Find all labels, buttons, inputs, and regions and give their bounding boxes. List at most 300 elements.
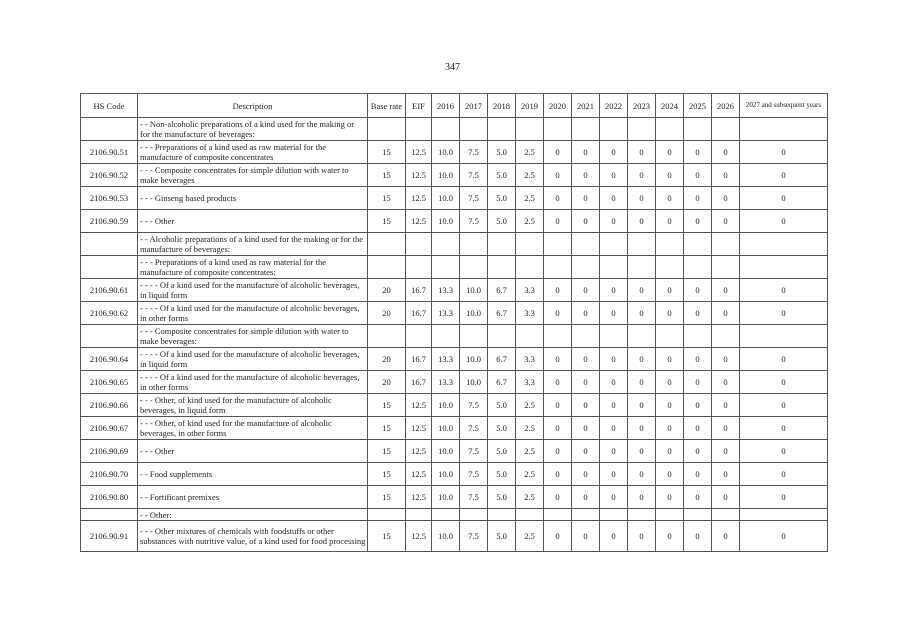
column-header: 2025	[684, 94, 712, 118]
rate-cell: 0	[544, 302, 572, 325]
rate-cell: 0	[684, 210, 712, 233]
column-header: 2019	[516, 94, 544, 118]
rate-cell: 0	[684, 486, 712, 509]
description-cell: - - - - Of a kind used for the manufacture of alcoholic beverages, in other forms	[138, 371, 368, 394]
rate-cell	[516, 509, 544, 521]
rate-cell	[712, 325, 740, 348]
rate-cell	[406, 509, 432, 521]
table-body	[81, 118, 828, 552]
rate-cell: 0	[600, 164, 628, 187]
rate-cell: 3.3	[516, 371, 544, 394]
rate-cell: 0	[712, 463, 740, 486]
rate-cell: 7.5	[460, 141, 488, 164]
rate-cell	[684, 325, 712, 348]
rate-cell: 0	[600, 463, 628, 486]
rate-cell: 12.5	[406, 164, 432, 187]
rate-cell: 0	[684, 440, 712, 463]
rate-cell: 0	[656, 187, 684, 210]
hs-code-cell: 2106.90.53	[81, 187, 138, 210]
rate-cell: 0	[656, 348, 684, 371]
rate-cell: 2.5	[516, 394, 544, 417]
rate-cell: 10.0	[432, 440, 460, 463]
rate-cell: 10.0	[460, 302, 488, 325]
rate-cell: 0	[544, 141, 572, 164]
rate-cell: 0	[544, 164, 572, 187]
table-row	[81, 279, 828, 302]
rate-cell: 0	[740, 164, 828, 187]
rate-cell: 16.7	[406, 348, 432, 371]
table-row	[81, 302, 828, 325]
rate-cell	[368, 118, 406, 141]
rate-cell: 0	[600, 302, 628, 325]
table-row	[81, 325, 828, 348]
column-header: 2024	[656, 94, 684, 118]
rate-cell	[656, 118, 684, 141]
rate-cell	[628, 509, 656, 521]
column-header: 2027 and subsequent years	[740, 94, 828, 118]
rate-cell: 15	[368, 521, 406, 552]
rate-cell: 0	[600, 394, 628, 417]
rate-cell: 16.7	[406, 371, 432, 394]
rate-cell: 7.5	[460, 440, 488, 463]
rate-cell: 0	[572, 371, 600, 394]
rate-cell: 5.0	[488, 210, 516, 233]
rate-cell: 10.0	[460, 371, 488, 394]
rate-cell: 5.0	[488, 486, 516, 509]
rate-cell: 0	[684, 371, 712, 394]
rate-cell: 6.7	[488, 348, 516, 371]
rate-cell	[432, 325, 460, 348]
column-header: Description	[138, 94, 368, 118]
description-cell: - - - Other	[138, 210, 368, 233]
rate-cell: 0	[712, 371, 740, 394]
table-row	[81, 371, 828, 394]
rate-cell: 0	[712, 302, 740, 325]
rate-cell: 0	[656, 141, 684, 164]
rate-cell: 0	[628, 164, 656, 187]
rate-cell: 0	[628, 521, 656, 552]
rate-cell	[572, 256, 600, 279]
column-header: EIF	[406, 94, 432, 118]
hs-code-cell: 2106.90.59	[81, 210, 138, 233]
rate-cell: 15	[368, 210, 406, 233]
rate-cell: 6.7	[488, 302, 516, 325]
rate-cell: 0	[544, 463, 572, 486]
column-header: 2018	[488, 94, 516, 118]
rate-cell	[684, 118, 712, 141]
table-row	[81, 348, 828, 371]
rate-cell: 12.5	[406, 521, 432, 552]
rate-cell	[740, 233, 828, 256]
rate-cell: 0	[740, 521, 828, 552]
rate-cell	[406, 325, 432, 348]
description-cell: - - - - Of a kind used for the manufacture of alcoholic beverages, in liquid form	[138, 348, 368, 371]
rate-cell	[368, 233, 406, 256]
rate-cell: 0	[740, 348, 828, 371]
rate-cell: 0	[600, 486, 628, 509]
rate-cell: 0	[572, 417, 600, 440]
description-cell: - - Non-alcoholic preparations of a kind used for the making or for the manufacture of beverages:	[138, 118, 368, 141]
rate-cell: 15	[368, 440, 406, 463]
rate-cell: 0	[628, 141, 656, 164]
rate-cell: 0	[740, 210, 828, 233]
description-cell: - - - - Of a kind used for the manufacture of alcoholic beverages, in other forms	[138, 302, 368, 325]
rate-cell	[516, 325, 544, 348]
column-header: HS Code	[81, 94, 138, 118]
rate-cell	[572, 118, 600, 141]
rate-cell	[572, 509, 600, 521]
table-row	[81, 417, 828, 440]
table-row	[81, 233, 828, 256]
rate-cell	[544, 325, 572, 348]
rate-cell: 0	[572, 394, 600, 417]
rate-cell	[460, 233, 488, 256]
rate-cell	[572, 233, 600, 256]
description-cell: - - - Other, of kind used for the manufacture of alcoholic beverages, in liquid form	[138, 394, 368, 417]
page-number: 347	[445, 62, 460, 73]
rate-cell: 0	[600, 210, 628, 233]
rate-cell: 0	[740, 141, 828, 164]
rate-cell: 0	[712, 521, 740, 552]
rate-cell	[656, 509, 684, 521]
rate-cell: 0	[656, 371, 684, 394]
rate-cell: 0	[656, 440, 684, 463]
rate-cell: 13.3	[432, 302, 460, 325]
rate-cell: 10.0	[432, 210, 460, 233]
rate-cell	[740, 118, 828, 141]
description-cell: - - Food supplements	[138, 463, 368, 486]
rate-cell: 0	[712, 141, 740, 164]
table-row	[81, 141, 828, 164]
rate-cell: 0	[628, 486, 656, 509]
rate-cell	[516, 256, 544, 279]
rate-cell: 12.5	[406, 141, 432, 164]
hs-code-cell: 2106.90.62	[81, 302, 138, 325]
rate-cell	[368, 509, 406, 521]
rate-cell: 0	[740, 394, 828, 417]
rate-cell: 2.5	[516, 417, 544, 440]
rate-cell: 0	[544, 394, 572, 417]
rate-cell	[628, 233, 656, 256]
table-row	[81, 486, 828, 509]
rate-cell	[600, 233, 628, 256]
rate-cell: 0	[740, 279, 828, 302]
rate-cell: 0	[684, 141, 712, 164]
rate-cell: 0	[572, 164, 600, 187]
rate-cell: 0	[712, 348, 740, 371]
description-cell: - - - Preparations of a kind used as raw material for the manufacture of composite concentrates:	[138, 256, 368, 279]
rate-cell: 0	[628, 187, 656, 210]
column-header: 2022	[600, 94, 628, 118]
rate-cell: 20	[368, 348, 406, 371]
rate-cell: 12.5	[406, 187, 432, 210]
rate-cell: 0	[656, 394, 684, 417]
rate-cell: 0	[600, 417, 628, 440]
hs-code-cell: 2106.90.64	[81, 348, 138, 371]
rate-cell	[460, 325, 488, 348]
rate-cell	[432, 256, 460, 279]
rate-cell	[368, 256, 406, 279]
rate-cell: 0	[656, 302, 684, 325]
rate-cell: 15	[368, 417, 406, 440]
table-row	[81, 187, 828, 210]
rate-cell: 5.0	[488, 463, 516, 486]
column-header: 2016	[432, 94, 460, 118]
table-header-row	[81, 94, 828, 118]
rate-cell	[740, 325, 828, 348]
rate-cell: 0	[572, 463, 600, 486]
hs-code-cell: 2106.90.70	[81, 463, 138, 486]
column-header: 2021	[572, 94, 600, 118]
column-header: 2017	[460, 94, 488, 118]
rate-cell	[740, 256, 828, 279]
rate-cell: 0	[712, 486, 740, 509]
rate-cell: 5.0	[488, 417, 516, 440]
rate-cell	[432, 509, 460, 521]
rate-cell: 13.3	[432, 371, 460, 394]
hs-code-cell	[81, 118, 138, 141]
rate-cell: 7.5	[460, 164, 488, 187]
rate-cell: 0	[544, 371, 572, 394]
description-cell: - - Other:	[138, 509, 368, 521]
rate-cell	[406, 233, 432, 256]
rate-cell: 0	[740, 371, 828, 394]
description-cell: - - Alcoholic preparations of a kind used for the making or for the manufacture of beverages:	[138, 233, 368, 256]
column-header: 2023	[628, 94, 656, 118]
rate-cell: 12.5	[406, 394, 432, 417]
rate-cell	[544, 118, 572, 141]
rate-cell: 0	[600, 371, 628, 394]
rate-cell: 0	[740, 440, 828, 463]
rate-cell: 0	[572, 210, 600, 233]
rate-cell	[628, 325, 656, 348]
rate-cell: 15	[368, 187, 406, 210]
rate-cell	[516, 233, 544, 256]
rate-cell: 0	[656, 210, 684, 233]
rate-cell: 0	[684, 279, 712, 302]
rate-cell: 0	[628, 440, 656, 463]
rate-cell: 2.5	[516, 187, 544, 210]
hs-code-cell: 2106.90.65	[81, 371, 138, 394]
rate-cell: 10.0	[432, 164, 460, 187]
rate-cell: 20	[368, 279, 406, 302]
rate-cell	[406, 118, 432, 141]
rate-cell: 13.3	[432, 348, 460, 371]
rate-cell: 3.3	[516, 348, 544, 371]
description-cell: - - - - Of a kind used for the manufacture of alcoholic beverages, in liquid form	[138, 279, 368, 302]
rate-cell	[600, 118, 628, 141]
rate-cell	[488, 118, 516, 141]
rate-cell	[600, 509, 628, 521]
rate-cell: 15	[368, 463, 406, 486]
rate-cell	[628, 256, 656, 279]
rate-cell	[488, 233, 516, 256]
rate-cell: 0	[712, 279, 740, 302]
rate-cell	[712, 509, 740, 521]
rate-cell: 15	[368, 486, 406, 509]
column-header: Base rate	[368, 94, 406, 118]
rate-cell	[516, 118, 544, 141]
rate-cell	[544, 509, 572, 521]
rate-cell	[684, 233, 712, 256]
table-row	[81, 440, 828, 463]
rate-cell: 5.0	[488, 440, 516, 463]
rate-cell: 0	[628, 394, 656, 417]
rate-cell: 0	[656, 279, 684, 302]
table-row	[81, 521, 828, 552]
rate-cell: 12.5	[406, 440, 432, 463]
rate-cell: 16.7	[406, 302, 432, 325]
rate-cell: 0	[628, 417, 656, 440]
rate-cell: 5.0	[488, 164, 516, 187]
rate-cell	[460, 256, 488, 279]
rate-cell: 0	[628, 463, 656, 486]
rate-cell: 0	[712, 210, 740, 233]
rate-cell: 15	[368, 164, 406, 187]
rate-cell: 0	[740, 302, 828, 325]
rate-cell: 0	[600, 440, 628, 463]
rate-cell: 5.0	[488, 521, 516, 552]
rate-cell: 0	[572, 440, 600, 463]
description-cell: - - - Ginseng based products	[138, 187, 368, 210]
rate-cell: 10.0	[460, 279, 488, 302]
rate-cell: 0	[684, 187, 712, 210]
rate-cell	[712, 233, 740, 256]
rate-cell	[712, 256, 740, 279]
rate-cell: 0	[712, 164, 740, 187]
rate-cell: 0	[600, 521, 628, 552]
description-cell: - - - Composite concentrates for simple dilution with water to make beverages:	[138, 325, 368, 348]
rate-cell: 12.5	[406, 417, 432, 440]
rate-cell: 12.5	[406, 486, 432, 509]
rate-cell: 0	[684, 164, 712, 187]
rate-cell: 0	[544, 279, 572, 302]
rate-cell: 7.5	[460, 521, 488, 552]
rate-cell: 20	[368, 302, 406, 325]
rate-cell	[488, 509, 516, 521]
hs-code-cell: 2106.90.61	[81, 279, 138, 302]
hs-code-cell	[81, 325, 138, 348]
rate-cell: 7.5	[460, 394, 488, 417]
description-cell: - - - Other, of kind used for the manufacture of alcoholic beverages, in other forms	[138, 417, 368, 440]
rate-cell	[544, 256, 572, 279]
hs-code-cell: 2106.90.80	[81, 486, 138, 509]
rate-cell: 0	[544, 348, 572, 371]
rate-cell: 15	[368, 141, 406, 164]
rate-cell: 12.5	[406, 210, 432, 233]
hs-code-cell	[81, 256, 138, 279]
rate-cell: 2.5	[516, 141, 544, 164]
rate-cell: 2.5	[516, 486, 544, 509]
rate-cell	[488, 256, 516, 279]
rate-cell	[406, 256, 432, 279]
rate-cell: 7.5	[460, 187, 488, 210]
rate-cell	[432, 233, 460, 256]
rate-cell: 0	[544, 210, 572, 233]
rate-cell: 5.0	[488, 187, 516, 210]
rate-cell: 0	[572, 521, 600, 552]
rate-cell: 16.7	[406, 279, 432, 302]
rate-cell: 7.5	[460, 210, 488, 233]
table-row	[81, 394, 828, 417]
rate-cell: 0	[656, 463, 684, 486]
rate-cell: 2.5	[516, 463, 544, 486]
description-cell: - - - Other mixtures of chemicals with foodstuffs or other substances with nutritive value, of a kind used for food processing	[138, 521, 368, 552]
rate-cell: 0	[628, 302, 656, 325]
hs-code-cell: 2106.90.52	[81, 164, 138, 187]
rate-cell: 0	[684, 463, 712, 486]
hs-code-cell	[81, 509, 138, 521]
rate-cell	[740, 509, 828, 521]
hs-code-cell: 2106.90.67	[81, 417, 138, 440]
rate-cell: 0	[684, 302, 712, 325]
rate-cell: 10.0	[432, 394, 460, 417]
hs-code-cell	[81, 233, 138, 256]
rate-cell: 0	[712, 440, 740, 463]
rate-cell: 0	[572, 348, 600, 371]
rate-cell	[432, 118, 460, 141]
rate-cell: 7.5	[460, 486, 488, 509]
rate-cell: 0	[600, 279, 628, 302]
rate-cell	[684, 509, 712, 521]
rate-cell: 0	[600, 187, 628, 210]
table-row	[81, 463, 828, 486]
rate-cell: 3.3	[516, 279, 544, 302]
column-header: 2026	[712, 94, 740, 118]
rate-cell: 0	[712, 417, 740, 440]
rate-cell: 0	[628, 210, 656, 233]
tariff-schedule-table	[80, 93, 828, 552]
table-row	[81, 256, 828, 279]
rate-cell: 0	[544, 521, 572, 552]
rate-cell: 0	[544, 486, 572, 509]
column-header: 2020	[544, 94, 572, 118]
rate-cell: 0	[684, 417, 712, 440]
rate-cell: 0	[572, 302, 600, 325]
table-row	[81, 118, 828, 141]
rate-cell: 0	[628, 348, 656, 371]
rate-cell: 0	[544, 187, 572, 210]
rate-cell	[460, 118, 488, 141]
rate-cell: 7.5	[460, 417, 488, 440]
rate-cell: 10.0	[432, 486, 460, 509]
hs-code-cell: 2106.90.69	[81, 440, 138, 463]
rate-cell	[712, 118, 740, 141]
rate-cell: 0	[656, 417, 684, 440]
rate-cell: 0	[712, 394, 740, 417]
hs-code-cell: 2106.90.91	[81, 521, 138, 552]
rate-cell: 0	[740, 463, 828, 486]
rate-cell: 10.0	[432, 463, 460, 486]
rate-cell	[488, 325, 516, 348]
rate-cell: 3.3	[516, 302, 544, 325]
rate-cell: 0	[544, 440, 572, 463]
rate-cell: 0	[740, 486, 828, 509]
rate-cell	[656, 233, 684, 256]
rate-cell: 6.7	[488, 279, 516, 302]
rate-cell	[368, 325, 406, 348]
rate-cell: 10.0	[432, 417, 460, 440]
rate-cell: 0	[572, 279, 600, 302]
rate-cell: 10.0	[460, 348, 488, 371]
description-cell: - - - Composite concentrates for simple dilution with water to make beverages	[138, 164, 368, 187]
hs-code-cell: 2106.90.66	[81, 394, 138, 417]
rate-cell: 0	[684, 348, 712, 371]
rate-cell: 0	[740, 417, 828, 440]
rate-cell: 12.5	[406, 463, 432, 486]
rate-cell	[628, 118, 656, 141]
rate-cell: 5.0	[488, 394, 516, 417]
